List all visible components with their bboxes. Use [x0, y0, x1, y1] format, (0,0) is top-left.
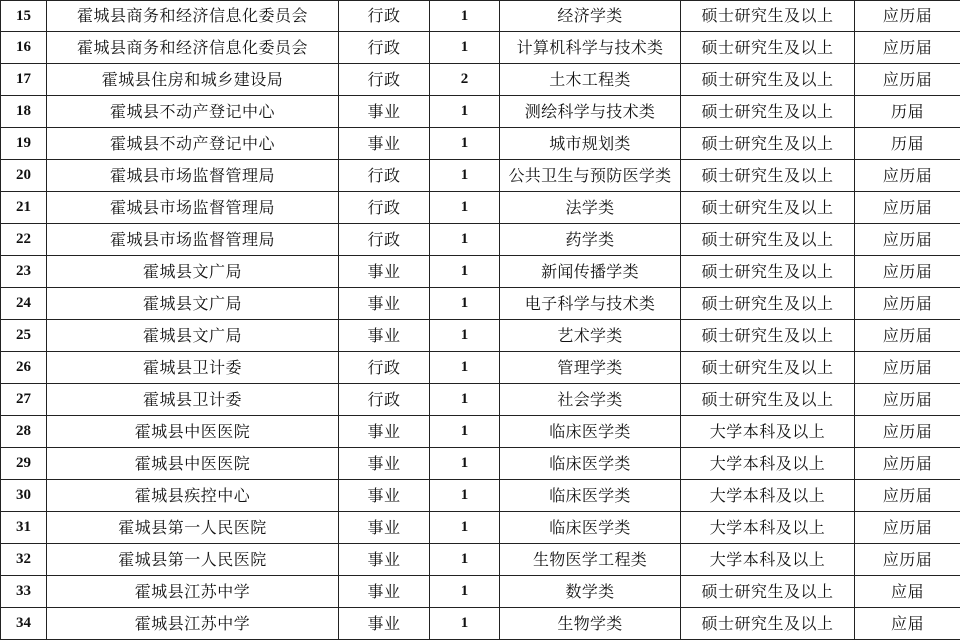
table-row: [1, 192, 960, 224]
graduate-status-cell: 应历届: [855, 480, 960, 512]
employer-cell: 霍城县商务和经济信息化委员会: [47, 32, 339, 64]
row-number-cell: 32: [1, 544, 47, 576]
table-row: [1, 576, 960, 608]
graduate-status-cell: 应历届: [855, 384, 960, 416]
employer-cell: 霍城县第一人民医院: [47, 512, 339, 544]
education-cell: 硕士研究生及以上: [681, 256, 855, 288]
graduate-status-cell: 历届: [855, 128, 960, 160]
graduate-status-cell: 应历届: [855, 352, 960, 384]
major-cell: 电子科学与技术类: [500, 288, 681, 320]
headcount-cell: 1: [430, 32, 500, 64]
education-cell: 硕士研究生及以上: [681, 576, 855, 608]
position-type-cell: 事业: [339, 416, 430, 448]
position-type-cell: 行政: [339, 224, 430, 256]
row-number-cell: 24: [1, 288, 47, 320]
headcount-cell: 1: [430, 96, 500, 128]
table-row: [1, 128, 960, 160]
graduate-status-cell: 应历届: [855, 544, 960, 576]
headcount-cell: 1: [430, 224, 500, 256]
table-row: [1, 32, 960, 64]
major-cell: 临床医学类: [500, 448, 681, 480]
headcount-cell: 1: [430, 352, 500, 384]
graduate-status-cell: 应历届: [855, 512, 960, 544]
position-type-cell: 事业: [339, 128, 430, 160]
headcount-cell: 1: [430, 1, 500, 32]
major-cell: 艺术学类: [500, 320, 681, 352]
position-type-cell: 行政: [339, 1, 430, 32]
row-number-cell: 29: [1, 448, 47, 480]
row-number-cell: 33: [1, 576, 47, 608]
row-number-cell: 26: [1, 352, 47, 384]
graduate-status-cell: 应历届: [855, 192, 960, 224]
table-row: [1, 448, 960, 480]
position-type-cell: 行政: [339, 64, 430, 96]
headcount-cell: 1: [430, 480, 500, 512]
education-cell: 大学本科及以上: [681, 448, 855, 480]
employer-cell: 霍城县江苏中学: [47, 576, 339, 608]
education-cell: 硕士研究生及以上: [681, 128, 855, 160]
position-type-cell: 行政: [339, 160, 430, 192]
graduate-status-cell: 应历届: [855, 416, 960, 448]
graduate-status-cell: 应历届: [855, 224, 960, 256]
position-type-cell: 事业: [339, 512, 430, 544]
row-number-cell: 27: [1, 384, 47, 416]
major-cell: 药学类: [500, 224, 681, 256]
position-type-cell: 事业: [339, 544, 430, 576]
graduate-status-cell: 应历届: [855, 320, 960, 352]
table-row: [1, 384, 960, 416]
graduate-status-cell: 应届: [855, 608, 960, 640]
table-row: [1, 224, 960, 256]
employer-cell: 霍城县市场监督管理局: [47, 160, 339, 192]
table-row: [1, 352, 960, 384]
major-cell: 生物学类: [500, 608, 681, 640]
headcount-cell: 1: [430, 544, 500, 576]
headcount-cell: 1: [430, 128, 500, 160]
education-cell: 硕士研究生及以上: [681, 224, 855, 256]
education-cell: 硕士研究生及以上: [681, 352, 855, 384]
employer-cell: 霍城县市场监督管理局: [47, 192, 339, 224]
headcount-cell: 1: [430, 512, 500, 544]
employer-cell: 霍城县文广局: [47, 288, 339, 320]
employer-cell: 霍城县商务和经济信息化委员会: [47, 1, 339, 32]
graduate-status-cell: 应历届: [855, 448, 960, 480]
headcount-cell: 1: [430, 256, 500, 288]
graduate-status-cell: 应历届: [855, 288, 960, 320]
employer-cell: 霍城县卫计委: [47, 352, 339, 384]
headcount-cell: 1: [430, 448, 500, 480]
headcount-cell: 1: [430, 160, 500, 192]
position-type-cell: 事业: [339, 608, 430, 640]
major-cell: 城市规划类: [500, 128, 681, 160]
row-number-cell: 22: [1, 224, 47, 256]
graduate-status-cell: 应历届: [855, 64, 960, 96]
graduate-status-cell: 应历届: [855, 160, 960, 192]
education-cell: 硕士研究生及以上: [681, 288, 855, 320]
graduate-status-cell: 应历届: [855, 1, 960, 32]
headcount-cell: 1: [430, 320, 500, 352]
education-cell: 硕士研究生及以上: [681, 1, 855, 32]
position-type-cell: 行政: [339, 384, 430, 416]
table-row: [1, 608, 960, 640]
position-type-cell: 行政: [339, 192, 430, 224]
position-type-cell: 事业: [339, 576, 430, 608]
graduate-status-cell: 应届: [855, 576, 960, 608]
major-cell: 社会学类: [500, 384, 681, 416]
row-number-cell: 31: [1, 512, 47, 544]
major-cell: 公共卫生与预防医学类: [500, 160, 681, 192]
table-body: [1, 1, 960, 640]
position-type-cell: 事业: [339, 480, 430, 512]
table-row: [1, 288, 960, 320]
row-number-cell: 34: [1, 608, 47, 640]
headcount-cell: 1: [430, 384, 500, 416]
employer-cell: 霍城县第一人民医院: [47, 544, 339, 576]
table-row: [1, 1, 960, 32]
headcount-cell: 1: [430, 576, 500, 608]
table-row: [1, 256, 960, 288]
headcount-cell: 2: [430, 64, 500, 96]
position-type-cell: 事业: [339, 320, 430, 352]
education-cell: 硕士研究生及以上: [681, 64, 855, 96]
table-row: [1, 96, 960, 128]
employer-cell: 霍城县中医医院: [47, 448, 339, 480]
table-row: [1, 512, 960, 544]
table-row: [1, 480, 960, 512]
major-cell: 临床医学类: [500, 480, 681, 512]
headcount-cell: 1: [430, 288, 500, 320]
major-cell: 法学类: [500, 192, 681, 224]
table-row: [1, 320, 960, 352]
position-type-cell: 行政: [339, 352, 430, 384]
major-cell: 经济学类: [500, 1, 681, 32]
row-number-cell: 18: [1, 96, 47, 128]
employer-cell: 霍城县江苏中学: [47, 608, 339, 640]
employer-cell: 霍城县中医医院: [47, 416, 339, 448]
graduate-status-cell: 应历届: [855, 32, 960, 64]
position-type-cell: 事业: [339, 256, 430, 288]
position-type-cell: 行政: [339, 32, 430, 64]
headcount-cell: 1: [430, 192, 500, 224]
employer-cell: 霍城县卫计委: [47, 384, 339, 416]
major-cell: 生物医学工程类: [500, 544, 681, 576]
education-cell: 硕士研究生及以上: [681, 192, 855, 224]
row-number-cell: 21: [1, 192, 47, 224]
major-cell: 管理学类: [500, 352, 681, 384]
row-number-cell: 28: [1, 416, 47, 448]
row-number-cell: 16: [1, 32, 47, 64]
employer-cell: 霍城县不动产登记中心: [47, 128, 339, 160]
table-row: [1, 160, 960, 192]
row-number-cell: 30: [1, 480, 47, 512]
table-row: [1, 544, 960, 576]
row-number-cell: 25: [1, 320, 47, 352]
position-type-cell: 事业: [339, 448, 430, 480]
major-cell: 新闻传播学类: [500, 256, 681, 288]
education-cell: 硕士研究生及以上: [681, 160, 855, 192]
major-cell: 临床医学类: [500, 416, 681, 448]
row-number-cell: 23: [1, 256, 47, 288]
graduate-status-cell: 历届: [855, 96, 960, 128]
education-cell: 大学本科及以上: [681, 544, 855, 576]
table-row: [1, 416, 960, 448]
education-cell: 硕士研究生及以上: [681, 608, 855, 640]
education-cell: 大学本科及以上: [681, 512, 855, 544]
education-cell: 大学本科及以上: [681, 416, 855, 448]
row-number-cell: 20: [1, 160, 47, 192]
employer-cell: 霍城县文广局: [47, 320, 339, 352]
position-type-cell: 事业: [339, 96, 430, 128]
graduate-status-cell: 应历届: [855, 256, 960, 288]
row-number-cell: 19: [1, 128, 47, 160]
employer-cell: 霍城县市场监督管理局: [47, 224, 339, 256]
table-row: [1, 64, 960, 96]
major-cell: 临床医学类: [500, 512, 681, 544]
education-cell: 大学本科及以上: [681, 480, 855, 512]
major-cell: 测绘科学与技术类: [500, 96, 681, 128]
major-cell: 数学类: [500, 576, 681, 608]
headcount-cell: 1: [430, 608, 500, 640]
employer-cell: 霍城县住房和城乡建设局: [47, 64, 339, 96]
row-number-cell: 15: [1, 1, 47, 32]
employer-cell: 霍城县不动产登记中心: [47, 96, 339, 128]
row-number-cell: 17: [1, 64, 47, 96]
headcount-cell: 1: [430, 416, 500, 448]
education-cell: 硕士研究生及以上: [681, 384, 855, 416]
education-cell: 硕士研究生及以上: [681, 96, 855, 128]
position-type-cell: 事业: [339, 288, 430, 320]
employer-cell: 霍城县文广局: [47, 256, 339, 288]
education-cell: 硕士研究生及以上: [681, 32, 855, 64]
major-cell: 计算机科学与技术类: [500, 32, 681, 64]
education-cell: 硕士研究生及以上: [681, 320, 855, 352]
major-cell: 土木工程类: [500, 64, 681, 96]
employer-cell: 霍城县疾控中心: [47, 480, 339, 512]
